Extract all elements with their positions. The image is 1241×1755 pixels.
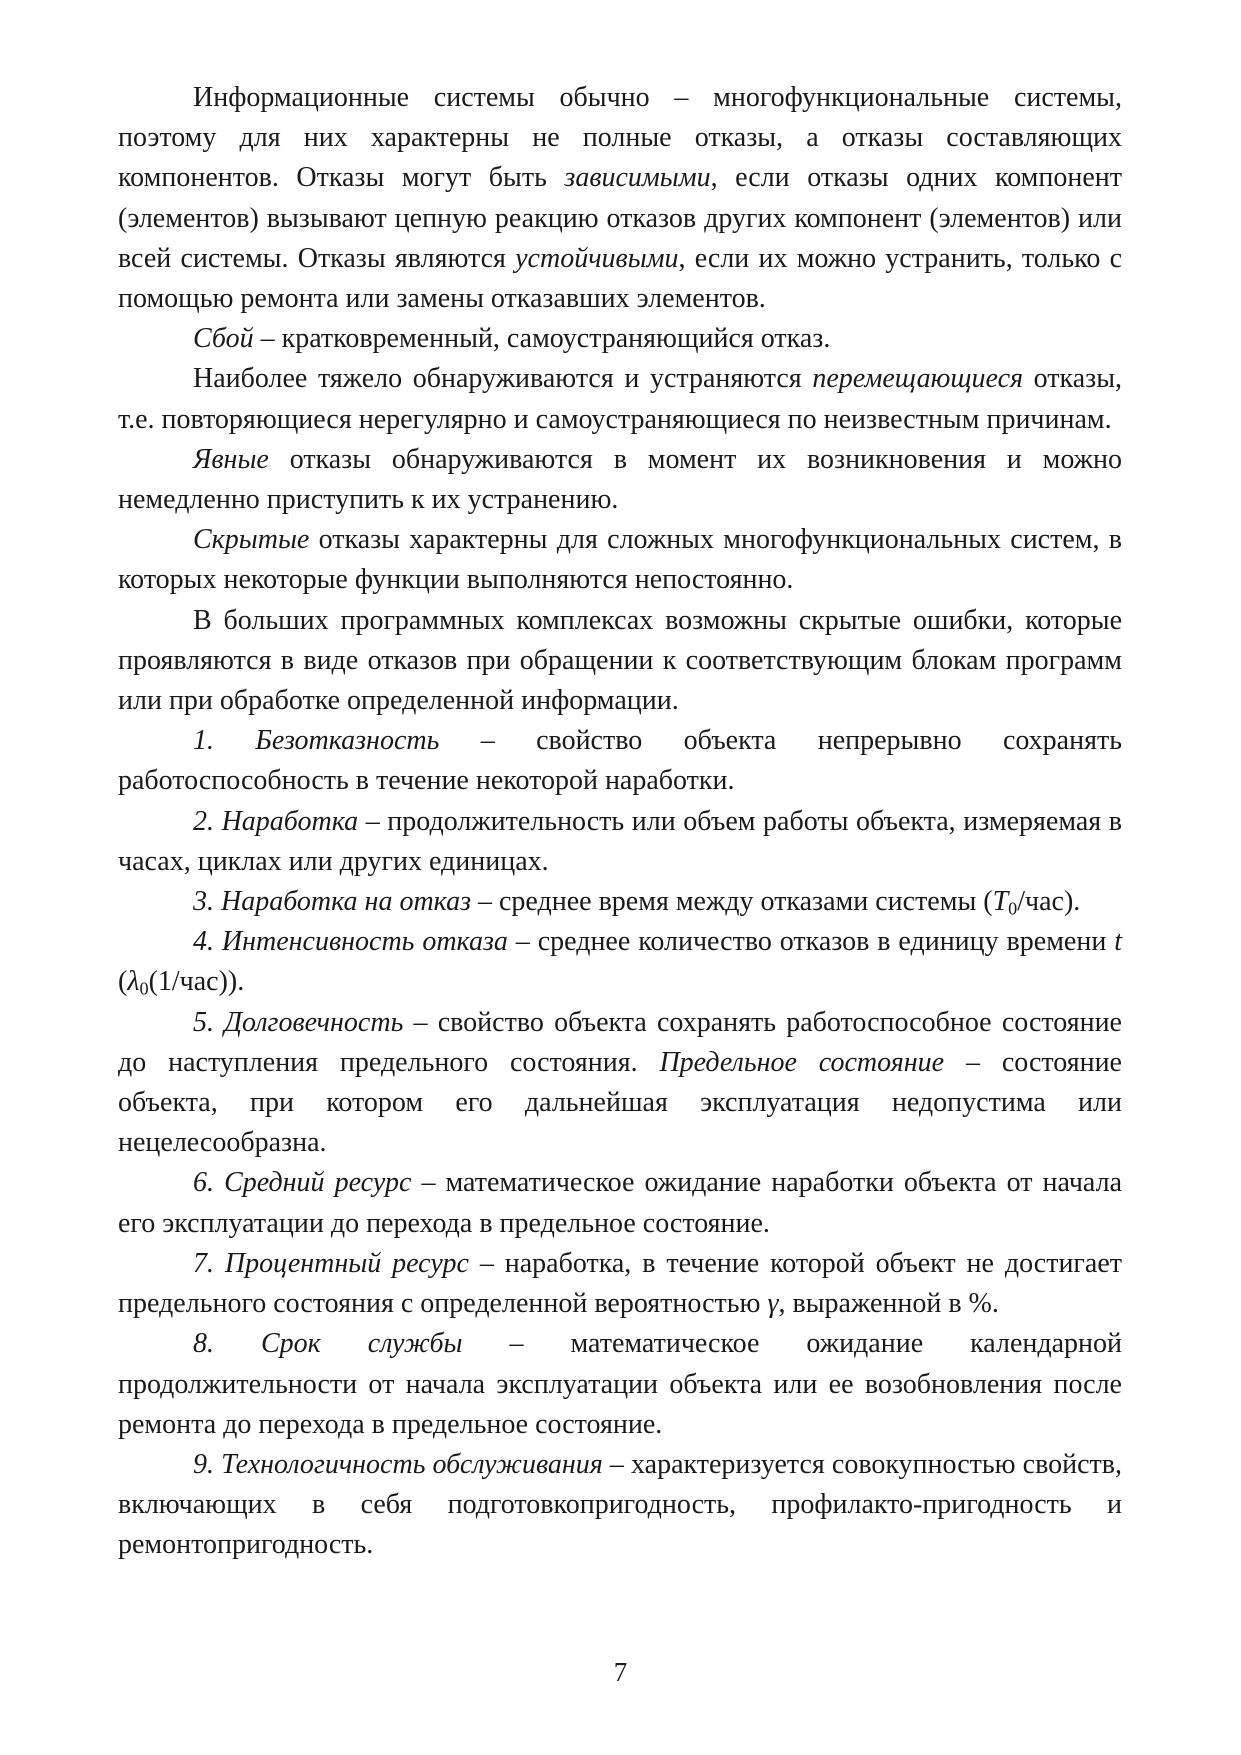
term-italic: T (992, 886, 1009, 918)
paragraph (118, 520, 1122, 600)
term-italic: зависимыми (564, 162, 711, 194)
term-italic: Предельное состояние (659, 1046, 945, 1078)
text-run: – свойство объекта сохранять работоспособное состояние до наступления предельного состояния. (118, 1006, 1122, 1078)
term-italic: Явные (193, 443, 269, 475)
text-run: – математическое ожидание наработки объекта от начала его эксплуатации до перехода в предельное состояние. (118, 1167, 1122, 1239)
term-italic: Скрытые (193, 524, 310, 556)
paragraph (118, 1244, 1122, 1324)
term-italic: перемещающиеся (812, 363, 1024, 395)
term-italic: 1. Безотказность (193, 725, 440, 757)
text-run: – продолжительность или объем работы объекта, измеряемая в часах, циклах или других единицах. (118, 805, 1122, 877)
term-italic: 7. Процентный ресурс (193, 1247, 469, 1279)
text-run: Информационные системы обычно – многофункциональные системы, поэтому для них характерны не полные отказы, а отказы составляющих компонентов. Отказы могут быть (118, 82, 1122, 194)
paragraph (118, 802, 1122, 882)
text-run: отказы характерны для сложных многофункциональных систем, в которых некоторые функции выполняются непостоянно. (118, 524, 1122, 596)
text-run: – математическое ожидание календарной продолжительности от начала эксплуатации объекта или ее возобновления после ремонта до перехода в предельное состояние. (118, 1328, 1123, 1440)
text-run: – наработка, в течение которой объект не достигает предельного состояния с определенной вероятностью (118, 1247, 1123, 1320)
term-italic: 8. Срок службы (193, 1328, 463, 1360)
text-run: , если отказы одних компонент (элементов) вызывают цепную реакцию отказов других компонент (элементов) или всей системы. Отказы являются (118, 162, 1122, 274)
term-italic: Сбой (193, 323, 254, 355)
paragraph (118, 922, 1122, 1002)
text-run: – состояние объекта, при котором его дальнейшая эксплуатация недопустима или нецелесообразна. (118, 1046, 1122, 1159)
text-run: , выраженной в %. (778, 1288, 999, 1320)
text-run: отказы, т.е. повторяющиеся нерегулярно и самоустраняющиеся по неизвестным причинам. (118, 363, 1123, 435)
page-body (118, 78, 1122, 1566)
term-italic: 9. Технологичность обслуживания (193, 1448, 603, 1480)
paragraph (118, 1445, 1122, 1566)
term-italic: γ (767, 1288, 779, 1320)
text-run: /час). (1017, 886, 1081, 918)
text-run: отказы обнаруживаются в момент их возникновения и можно немедленно приступить к их устранению. (118, 443, 1122, 516)
subscript: 0 (139, 979, 149, 1000)
paragraph (118, 359, 1122, 439)
text-run: В больших программных комплексах возможны скрытые ошибки, которые проявляются в виде отказов при обращении к соответствующим блокам программ или при обработке определенной информации. (118, 604, 1122, 717)
subscript: 0 (1008, 898, 1018, 919)
paragraph (118, 601, 1122, 722)
page-number: 7 (613, 1657, 628, 1687)
term-italic: устойчивыми (515, 242, 679, 274)
term-italic: t (1114, 926, 1123, 958)
paragraph (118, 1324, 1122, 1445)
text-run: , если их можно устранить, только с помощью ремонта или замены отказавших элементов. (118, 242, 1122, 315)
term-italic: 5. Долговечность (193, 1006, 404, 1038)
text-run: – среднее количество отказов в единицу времени (507, 926, 1115, 958)
paragraph (118, 440, 1122, 520)
text-run: – кратковременный, самоустраняющийся отказ. (253, 323, 831, 355)
text-run: – среднее время между отказами системы ( (471, 886, 993, 918)
term-italic: 2. Наработка (193, 805, 359, 837)
text-run: Наиболее тяжело обнаруживаются и устраняются (193, 363, 813, 395)
text-run: ( (118, 966, 128, 998)
text-run: – характеризуется совокупностью свойств, включающих в себя подготовкопригодность, профилакто-пригодность и ремонтопригодность. (118, 1448, 1123, 1561)
paragraph (118, 319, 1122, 359)
paragraph (118, 882, 1122, 922)
term-italic: λ (127, 966, 140, 998)
paragraph (118, 1163, 1122, 1243)
paragraph (118, 1003, 1122, 1164)
paragraph (118, 721, 1122, 801)
text-run: – свойство объекта непрерывно сохранять работоспособность в течение некоторой наработки. (118, 725, 1122, 797)
term-italic: 3. Наработка на отказ (193, 886, 471, 918)
term-italic: 6. Средний ресурс (193, 1167, 412, 1199)
text-run: (1/час)). (148, 966, 245, 998)
term-italic: 4. Интенсивность отказа (193, 926, 508, 958)
paragraph (118, 78, 1122, 319)
